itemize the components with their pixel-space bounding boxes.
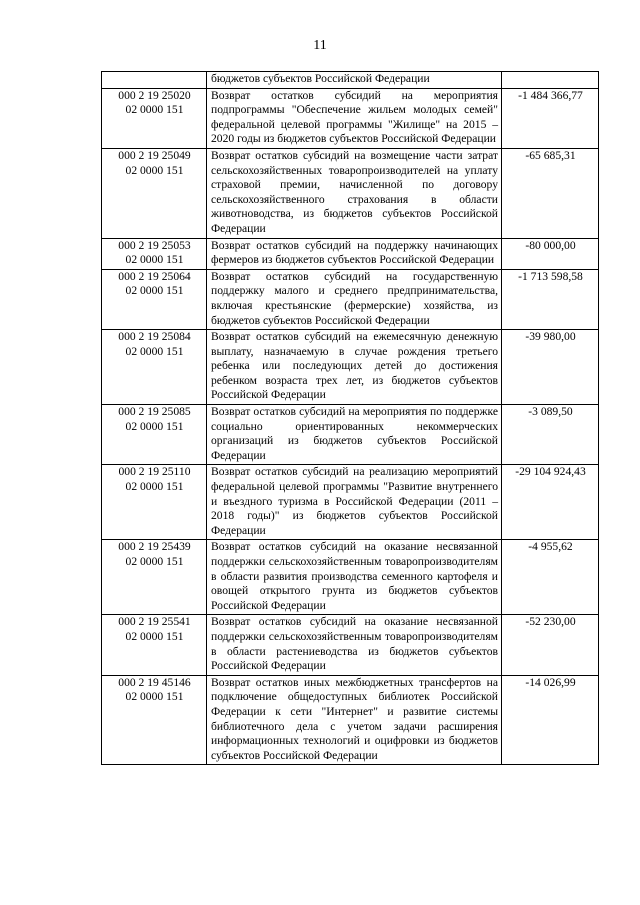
table-row bbox=[102, 615, 599, 675]
table-row bbox=[102, 405, 599, 465]
table-row bbox=[102, 88, 599, 148]
budget-table bbox=[101, 71, 599, 765]
table-row bbox=[102, 269, 599, 329]
description: Возврат остатков субсидий на возмещение части затрат сельскохозяйственных товаропроизводителей на уплату страховой премии, начисленной по договору сельскохозяйственного страхования в области животноводства, из бюджетов субъектов Российской Федерации bbox=[207, 148, 502, 238]
budget-code bbox=[102, 72, 207, 89]
description: Возврат остатков субсидий на оказание несвязанной поддержки сельскохозяйственным товаропроизводителям в области развития производства семенного картофеля и овощей открытого грунта из бюджетов субъектов Российской Федерации bbox=[207, 540, 502, 615]
budget-code: 000 2 19 25020 02 0000 151 bbox=[102, 88, 207, 148]
table-row bbox=[102, 540, 599, 615]
budget-code: 000 2 19 25049 02 0000 151 bbox=[102, 148, 207, 238]
description: Возврат остатков субсидий на мероприятия по поддержке социально ориентированных некоммерческих организаций из бюджетов субъектов Российской Федерации bbox=[207, 405, 502, 465]
table-row bbox=[102, 72, 599, 89]
amount: -3 089,50 bbox=[502, 405, 599, 465]
table-row bbox=[102, 330, 599, 405]
description: Возврат остатков субсидий на оказание несвязанной поддержки сельскохозяйственным товаропроизводителям в области растениеводства из бюджетов субъектов Российской Федерации bbox=[207, 615, 502, 675]
description: Возврат остатков субсидий на мероприятия подпрограммы "Обеспечение жильем молодых семей" федеральной целевой программы "Жилище" на 2015 – 2020 годы из бюджетов субъектов Российской Федерации bbox=[207, 88, 502, 148]
amount: -14 026,99 bbox=[502, 675, 599, 765]
amount: -29 104 924,43 bbox=[502, 465, 599, 540]
budget-code: 000 2 19 25053 02 0000 151 bbox=[102, 238, 207, 269]
budget-code: 000 2 19 25541 02 0000 151 bbox=[102, 615, 207, 675]
table-row bbox=[102, 675, 599, 765]
amount: -80 000,00 bbox=[502, 238, 599, 269]
amount bbox=[502, 72, 599, 89]
amount: -39 980,00 bbox=[502, 330, 599, 405]
table-row bbox=[102, 148, 599, 238]
amount: -4 955,62 bbox=[502, 540, 599, 615]
description: Возврат остатков иных межбюджетных трансфертов на подключение общедоступных библиотек Российской Федерации к сети "Интернет" и развитие системы библиотечного дела с учетом задачи расширения информационных технологий и оцифровки из бюджетов субъектов Российской Федерации bbox=[207, 675, 502, 765]
description: Возврат остатков субсидий на ежемесячную денежную выплату, назначаемую в случае рождения третьего ребенка или последующих детей до достижения ребенком возраста трех лет, из бюджетов субъектов Российской Федерации bbox=[207, 330, 502, 405]
budget-code: 000 2 19 25085 02 0000 151 bbox=[102, 405, 207, 465]
budget-code: 000 2 19 45146 02 0000 151 bbox=[102, 675, 207, 765]
amount: -1 713 598,58 bbox=[502, 269, 599, 329]
description: бюджетов субъектов Российской Федерации bbox=[207, 72, 502, 89]
budget-code: 000 2 19 25064 02 0000 151 bbox=[102, 269, 207, 329]
table-row bbox=[102, 238, 599, 269]
budget-code: 000 2 19 25084 02 0000 151 bbox=[102, 330, 207, 405]
table-row bbox=[102, 465, 599, 540]
description: Возврат остатков субсидий на поддержку начинающих фермеров из бюджетов субъектов Российской Федерации bbox=[207, 238, 502, 269]
budget-code: 000 2 19 25110 02 0000 151 bbox=[102, 465, 207, 540]
description: Возврат остатков субсидий на реализацию мероприятий федеральной целевой программы "Развитие внутреннего и въездного туризма в Российской Федерации (2011 – 2018 годы)" из бюджетов субъектов Российской Федерации bbox=[207, 465, 502, 540]
amount: -52 230,00 bbox=[502, 615, 599, 675]
description: Возврат остатков субсидий на государственную поддержку малого и среднего предпринимательства, включая крестьянские (фермерские) хозяйства, из бюджетов субъектов Российской Федерации bbox=[207, 269, 502, 329]
page-number: 11 bbox=[313, 38, 327, 53]
amount: -1 484 366,77 bbox=[502, 88, 599, 148]
budget-code: 000 2 19 25439 02 0000 151 bbox=[102, 540, 207, 615]
amount: -65 685,31 bbox=[502, 148, 599, 238]
